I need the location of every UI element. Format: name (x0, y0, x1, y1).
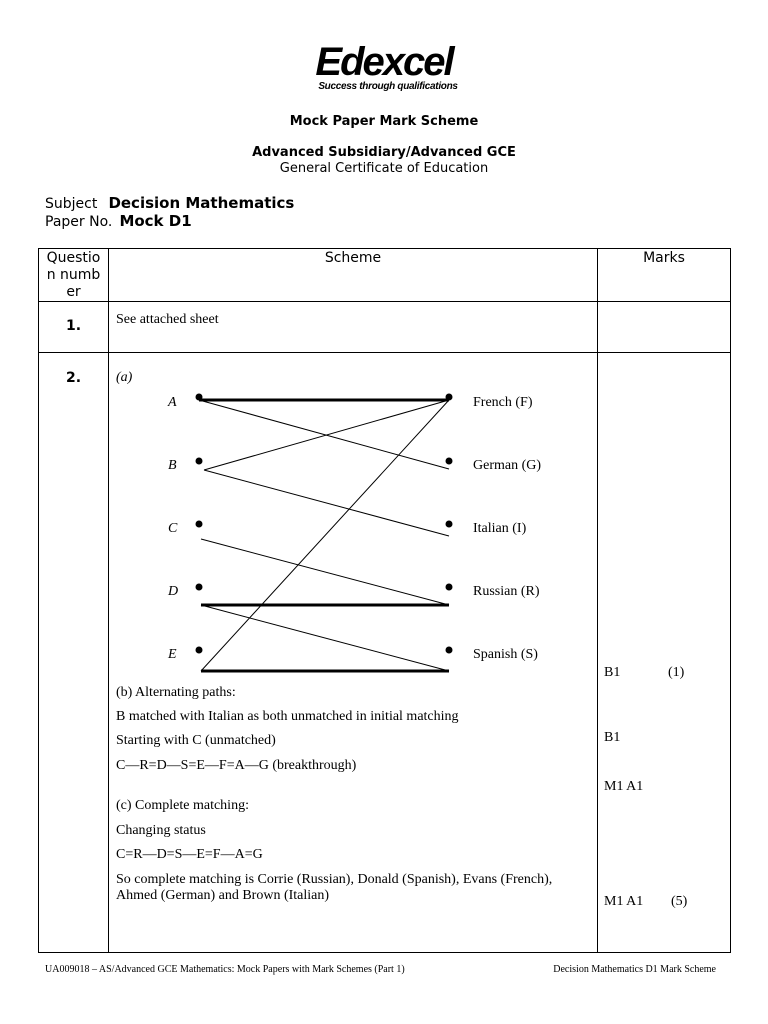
node-label-c: C (168, 521, 178, 536)
scheme-cell (109, 353, 598, 953)
node-label-italian: Italian (I) (473, 521, 527, 536)
logo-tagline: Success through qualifications (318, 81, 458, 92)
part-b-heading: (b) Alternating paths: (116, 685, 236, 700)
node-e-dot (196, 647, 203, 654)
certificate-name: General Certificate of Education (279, 161, 489, 176)
footer-left: UA009018 – AS/Advanced GCE Mathematics: Mock Papers with Mark Schemes (Part 1) (45, 964, 405, 975)
footer-right: Decision Mathematics D1 Mark Scheme (553, 964, 716, 975)
mark-code: M1 A1 (604, 894, 644, 909)
part-c-line-2: C=R—D=S—E=F—A=G (116, 847, 263, 862)
question-number: 1. (39, 302, 109, 353)
edge-b-french (204, 400, 449, 470)
node-label-b: B (168, 458, 177, 473)
mark-total: (1) (668, 665, 685, 680)
node-russian-dot (446, 584, 453, 591)
edge-b-italian (204, 470, 449, 536)
table-row (39, 353, 731, 953)
paper-label: Paper No. (45, 214, 113, 230)
node-spanish-dot (446, 647, 453, 654)
paper-row (45, 211, 192, 230)
qualification-level: Advanced Subsidiary/Advanced GCE (252, 145, 516, 160)
scheme-header: Scheme (109, 249, 598, 302)
part-c-line-4: Ahmed (German) and Brown (Italian) (116, 888, 330, 903)
edge-e-french (201, 400, 449, 671)
marks-cell (598, 302, 731, 353)
part-b-line-2: Starting with C (unmatched) (116, 733, 276, 748)
node-label-d: D (168, 584, 179, 599)
node-label-spanish: Spanish (S) (473, 647, 538, 662)
mark-scheme-table (38, 248, 731, 953)
subject-label: Subject (45, 196, 98, 212)
part-c-line-1: Changing status (116, 823, 206, 838)
question-2-scheme (109, 353, 597, 951)
scheme-text: See attached sheet (116, 312, 219, 327)
node-label-a: A (168, 395, 177, 410)
node-label-e: E (168, 647, 177, 662)
mark-total: (5) (671, 894, 688, 909)
mark-code: B1 (604, 665, 621, 680)
table-row (39, 302, 731, 353)
question-number-header: Question number (39, 249, 109, 302)
edge-d-spanish (201, 605, 449, 671)
node-german-dot (446, 458, 453, 465)
question-number: 2. (39, 353, 109, 953)
mark-code: B1 (604, 730, 621, 745)
node-b-dot (196, 458, 203, 465)
node-label-russian: Russian (R) (473, 584, 540, 599)
marks-header: Marks (598, 249, 731, 302)
doc-title: Mock Paper Mark Scheme (289, 114, 479, 129)
node-italian-dot (446, 521, 453, 528)
part-a-label: (a) (116, 370, 133, 385)
part-b-line-3: C—R=D—S=E—F=A—G (breakthrough) (116, 758, 357, 773)
scheme-cell (109, 302, 598, 353)
part-c-line-3: So complete matching is Corrie (Russian), Donald (Spanish), Evans (French), (116, 872, 553, 887)
question-2-marks (598, 353, 730, 951)
subject-row (45, 193, 294, 212)
marks-cell (598, 353, 731, 953)
paper-value: Mock D1 (119, 212, 192, 230)
edexcel-logo: Edexcel (315, 40, 453, 84)
node-d-dot (196, 584, 203, 591)
node-a-dot (196, 394, 203, 401)
part-b-line-1: B matched with Italian as both unmatched in initial matching (116, 709, 459, 724)
part-c-heading: (c) Complete matching: (116, 798, 249, 813)
edge-c-russian (201, 539, 449, 605)
node-label-french: French (F) (473, 395, 533, 410)
node-c-dot (196, 521, 203, 528)
table-header-row (39, 249, 731, 302)
node-french-dot (446, 394, 453, 401)
node-label-german: German (G) (473, 458, 542, 473)
subject-value: Decision Mathematics (108, 194, 295, 212)
mark-code: M1 A1 (604, 779, 644, 794)
